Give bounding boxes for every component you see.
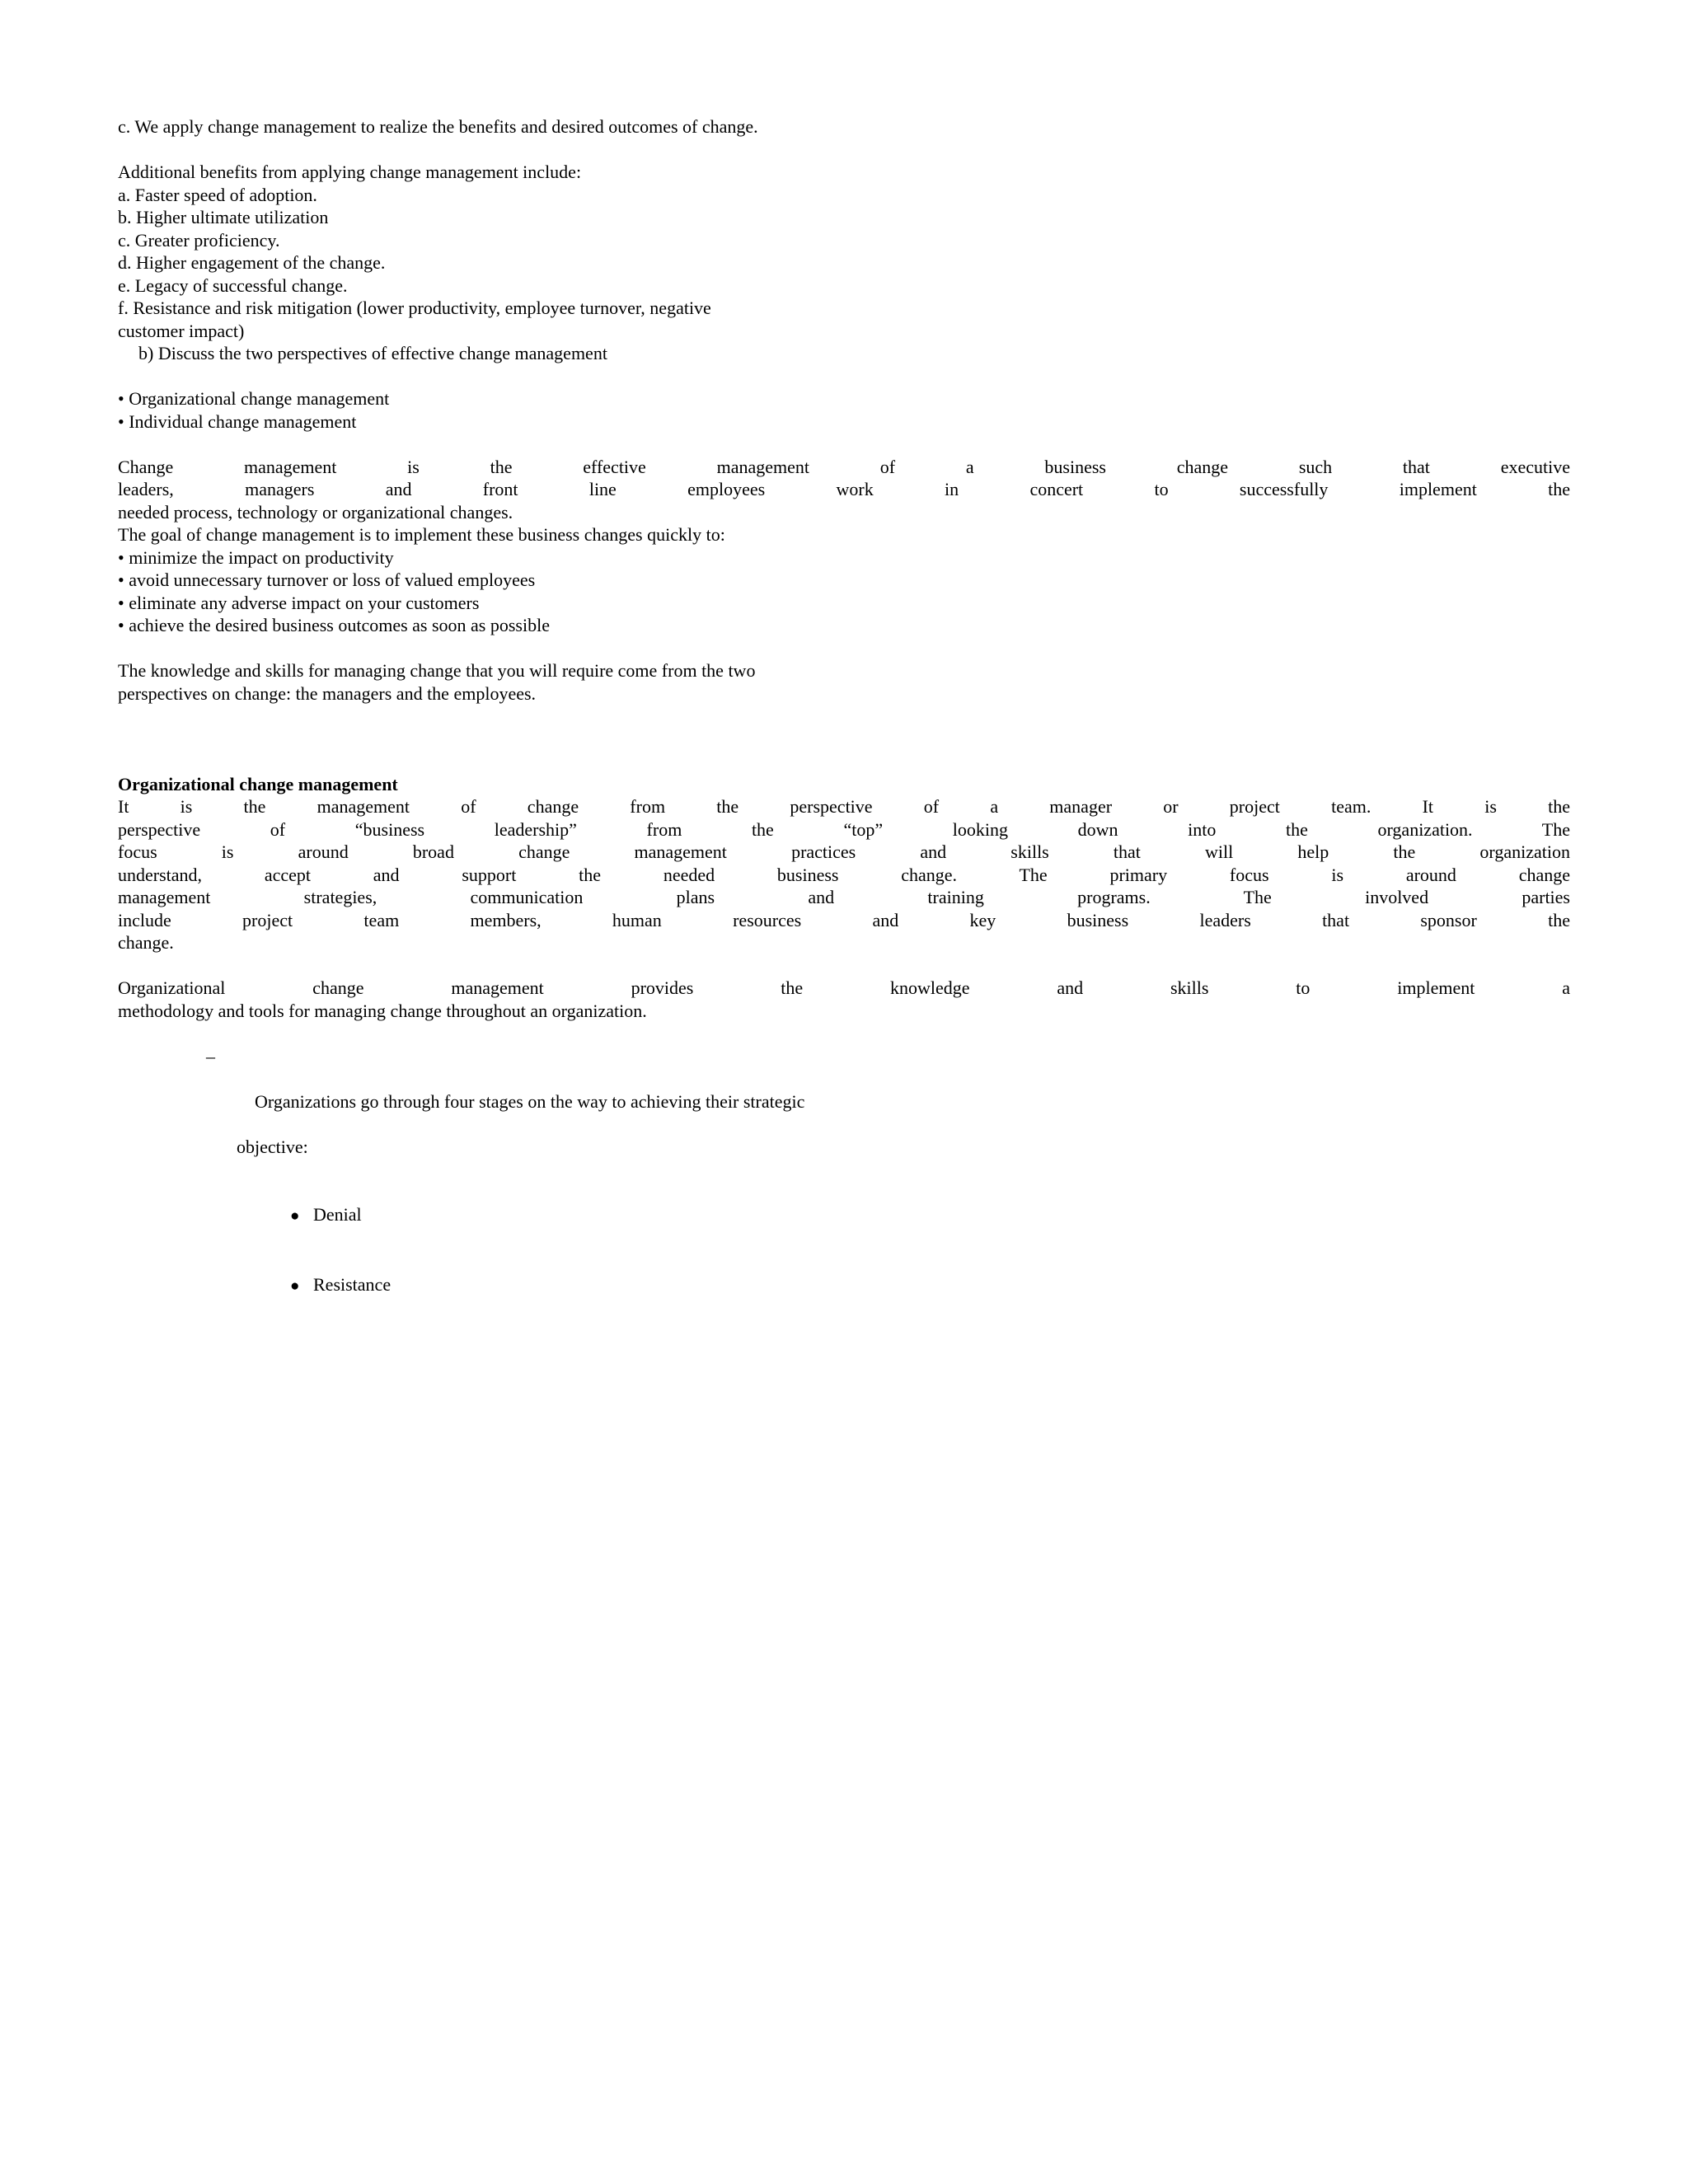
benefits-sub-item: b) Discuss the two perspectives of effective change management bbox=[138, 343, 607, 363]
benefit-item: c. Greater proficiency. bbox=[118, 229, 280, 251]
definition-paragraph-line: Change management is the effective management of a business change such that executive bbox=[118, 456, 1570, 477]
goal-bullet: • achieve the desired business outcomes as soon as possible bbox=[118, 615, 550, 635]
provides-paragraph-line: Organizational change management provides the knowledge and skills to implement a bbox=[118, 977, 1570, 998]
provides-paragraph-line: methodology and tools for managing change throughout an organization. bbox=[118, 1000, 647, 1021]
org-paragraph-line: perspective of “business leadership” from the “top” looking down into the organization. The bbox=[118, 818, 1570, 840]
stage-bullet-label: Denial bbox=[313, 1204, 362, 1225]
stage-bullet-item bbox=[118, 1250, 1570, 1320]
org-paragraph-line: include project team members, human resources and key business leaders that sponsor the bbox=[118, 909, 1570, 930]
section-heading: Organizational change management bbox=[118, 773, 398, 794]
goal-line: The goal of change management is to implement these business changes quickly to: bbox=[118, 524, 725, 545]
stages-item bbox=[118, 1045, 1570, 1136]
goal-bullet: • eliminate any adverse impact on your customers bbox=[118, 592, 480, 613]
org-paragraph-line: change. bbox=[118, 932, 174, 953]
stages-item-text: Organizations go through four stages on the way to achieving their strategic bbox=[255, 1090, 805, 1112]
org-paragraph-line: focus is around broad change management practices and skills that will help the organization bbox=[118, 841, 1570, 862]
perspective-bullet: • Individual change management bbox=[118, 410, 357, 432]
benefit-item: b. Higher ultimate utilization bbox=[118, 207, 329, 227]
bullet-icon: ● bbox=[290, 1277, 300, 1295]
bullet-icon: ● bbox=[290, 1207, 300, 1225]
definition-paragraph-line: needed process, technology or organizational changes. bbox=[118, 501, 513, 523]
knowledge-paragraph-line: perspectives on change: the managers and the employees. bbox=[118, 682, 537, 704]
org-paragraph-line: understand, accept and support the needed business change. The primary focus is around change bbox=[118, 864, 1570, 885]
benefits-heading: Additional benefits from applying change management include: bbox=[118, 162, 582, 182]
definition-paragraph-line: leaders, managers and front line employees work in concert to successfully implement the bbox=[118, 479, 1570, 499]
benefit-item: e. Legacy of successful change. bbox=[118, 274, 348, 296]
benefit-item: f. Resistance and risk mitigation (lower productivity, employee turnover, negative bbox=[118, 298, 711, 318]
stage-bullet-label: Resistance bbox=[313, 1273, 392, 1295]
benefit-item-wrap: customer impact) bbox=[118, 320, 245, 341]
goal-bullet: • minimize the impact on productivity bbox=[118, 546, 394, 568]
perspective-bullet: • Organizational change management bbox=[118, 388, 390, 409]
dash-icon: – bbox=[206, 1045, 215, 1066]
org-paragraph-line: management strategies, communication plans and training programs. The involved parties bbox=[118, 887, 1570, 907]
stages-item-text: objective: bbox=[237, 1136, 308, 1157]
benefit-item: d. Higher engagement of the change. bbox=[118, 252, 386, 273]
knowledge-paragraph-line: The knowledge and skills for managing change that you will require come from the two bbox=[118, 660, 756, 681]
org-paragraph-line: It is the management of change from the perspective of a manager or project team. It is the bbox=[118, 796, 1570, 817]
stage-bullet-item bbox=[118, 1181, 1570, 1251]
benefit-item: a. Faster speed of adoption. bbox=[118, 184, 317, 205]
goal-bullet: • avoid unnecessary turnover or loss of valued employees bbox=[118, 569, 536, 590]
intro-line: c. We apply change management to realize the benefits and desired outcomes of change. bbox=[118, 116, 758, 137]
